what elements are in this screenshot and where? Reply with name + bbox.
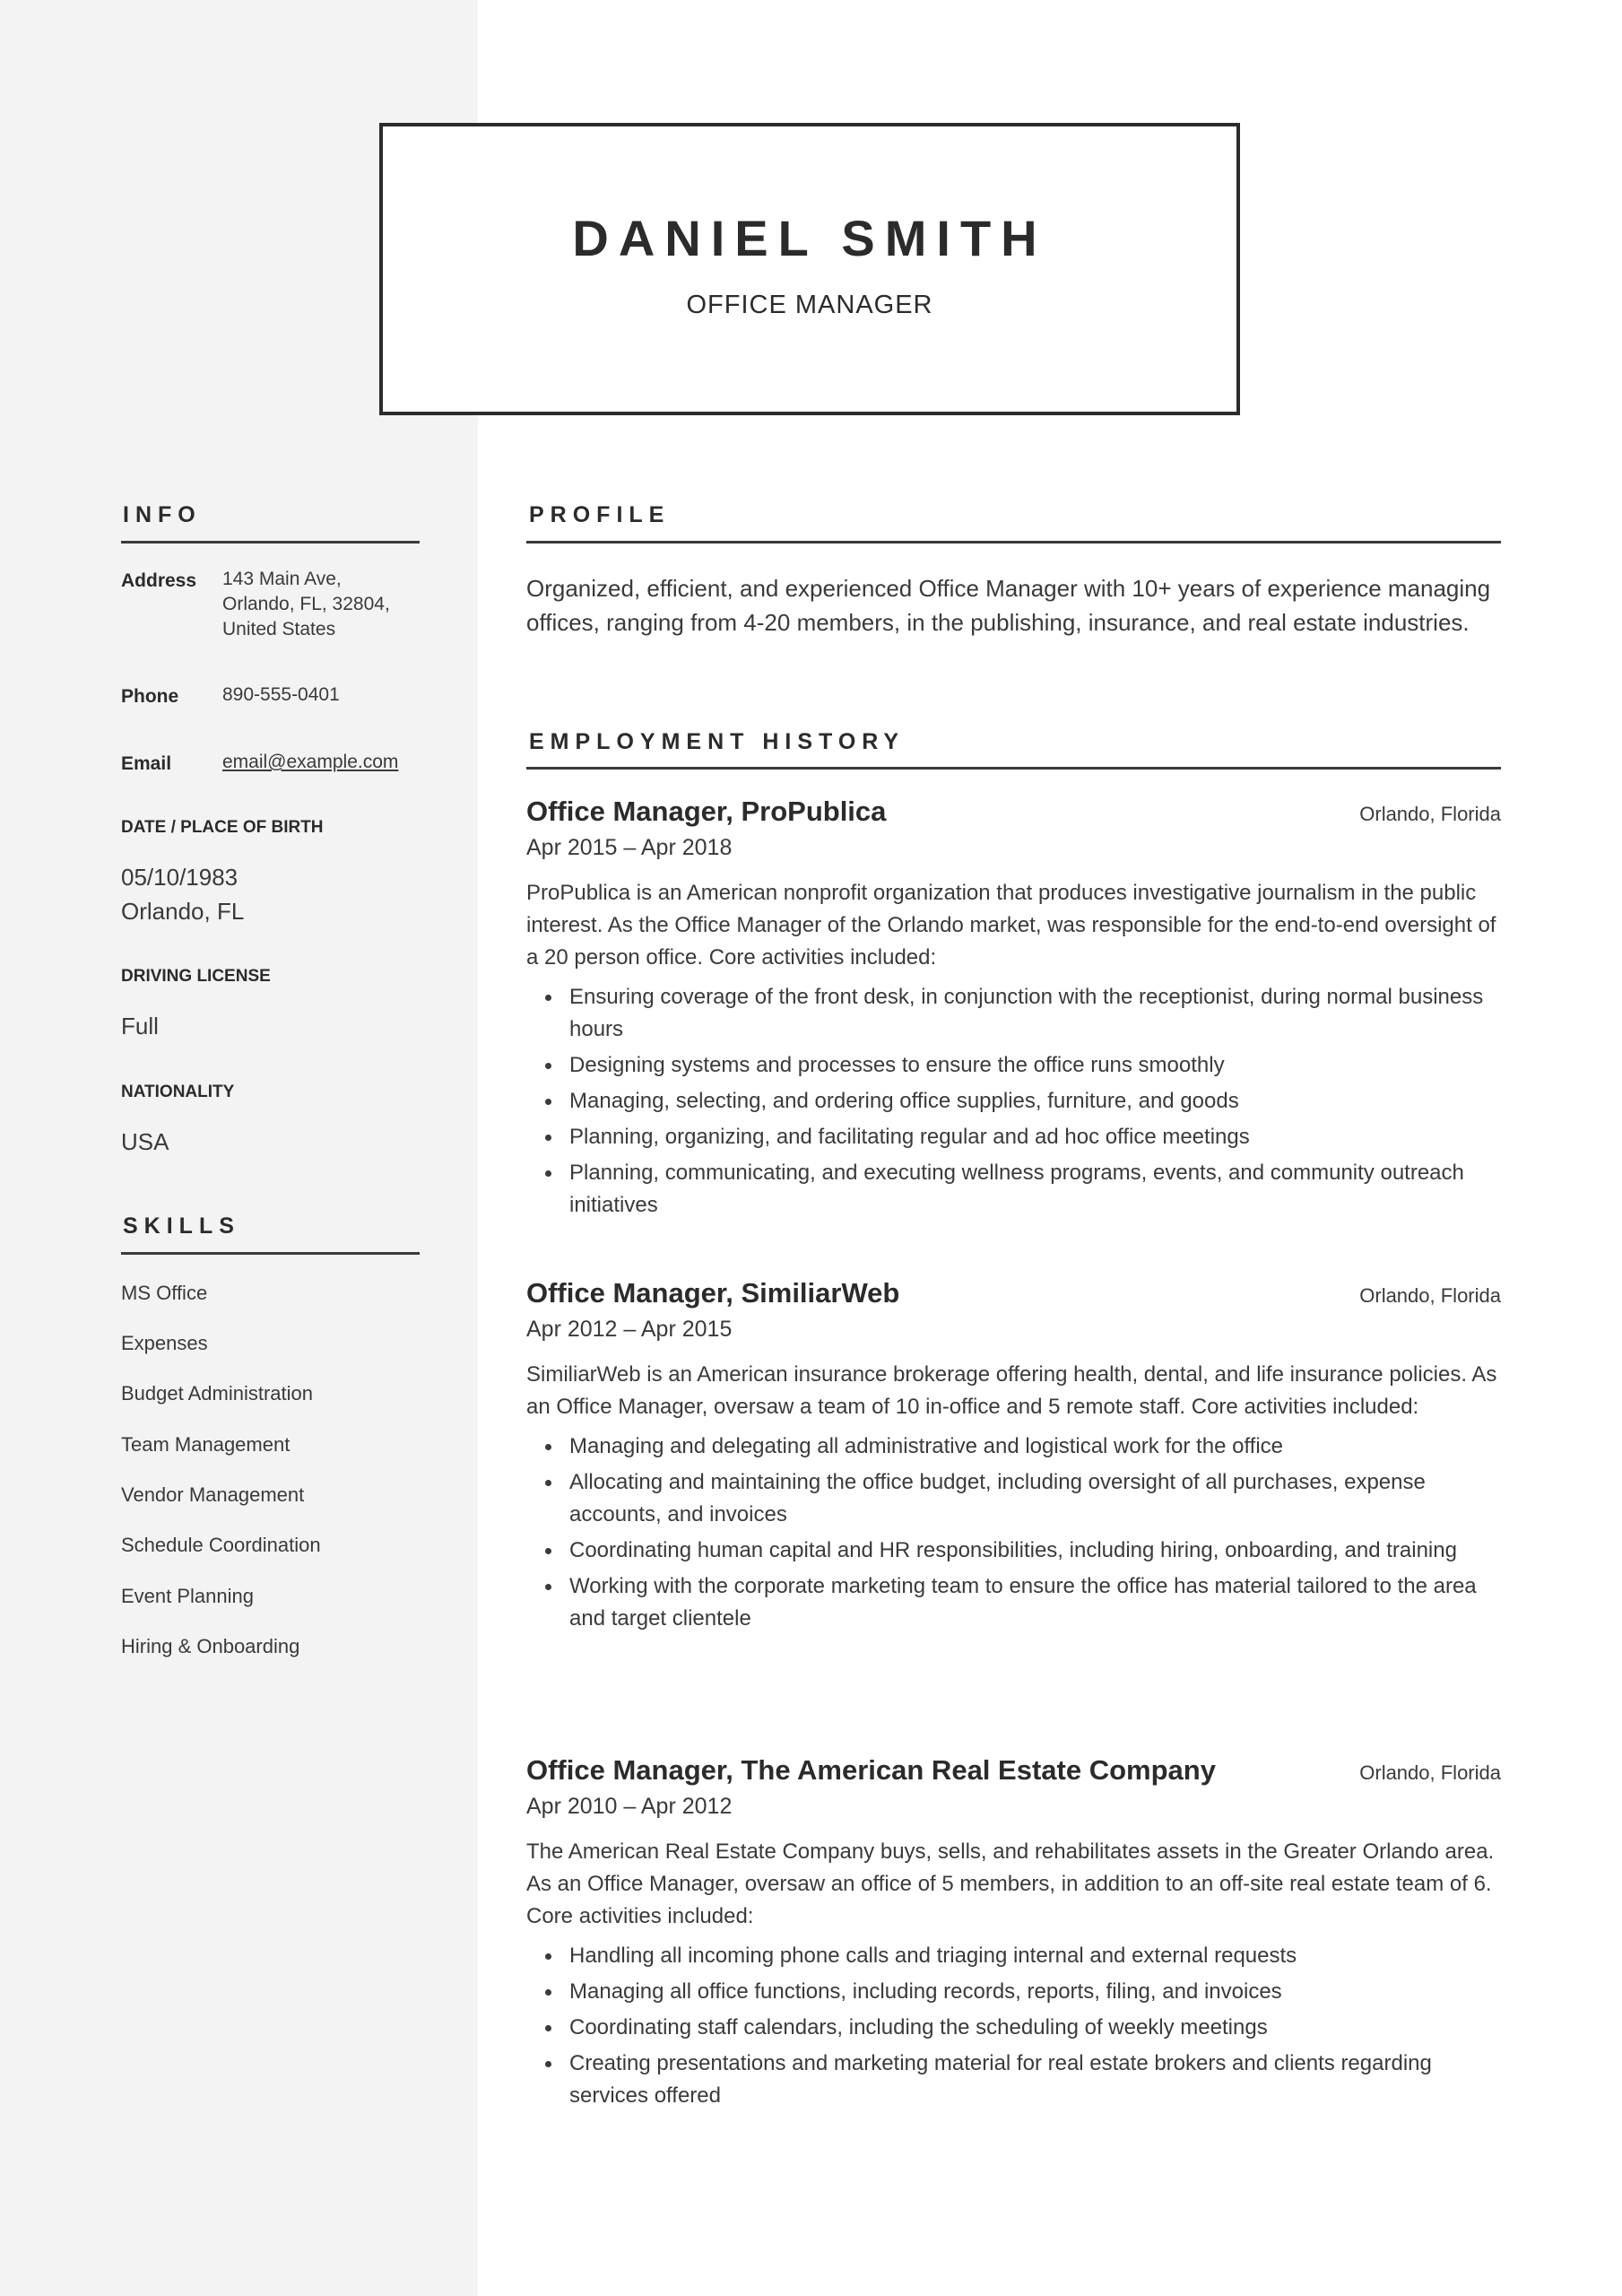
birth-date: 05/10/1983 — [121, 864, 239, 891]
address-label: Address — [121, 570, 197, 591]
license-label: DRIVING LICENSE — [121, 967, 271, 986]
job-location: Orlando, Florida — [1359, 803, 1501, 825]
job-entry — [526, 1277, 1501, 1639]
job-activities — [526, 1431, 1501, 1635]
name-header-box — [379, 123, 1240, 415]
candidate-name: DANIEL SMITH — [572, 210, 1047, 266]
job-description: SimiliarWeb is an American insurance brokerage offering health, dental, and life insurance policies. As an Office Manager, oversaw a team of 10 in-office and 5 remote staff. Core activities included: — [526, 1362, 1497, 1419]
nationality-value: USA — [121, 1128, 169, 1155]
skill-item: MS Office — [121, 1282, 208, 1304]
skill-item: Budget Administration — [121, 1382, 314, 1405]
info-heading: INFO — [123, 502, 202, 527]
address-line: Orlando, FL, 32804, — [222, 594, 390, 614]
job-title: Office Manager, SimiliarWeb — [526, 1277, 900, 1309]
job-activities — [526, 1940, 1501, 2112]
job-location: Orlando, Florida — [1359, 1761, 1501, 1784]
profile-summary: Organized, efficient, and experienced Office Manager with 10+ years of experience managing offices, ranging from 4-20 members, in the publishing, insurance, and real estate industries. — [526, 575, 1491, 636]
activity-item: Allocating and maintaining the office budget, including oversight of all purchases, expense accounts, and invoices — [569, 1466, 1501, 1531]
job-description: ProPublica is an American nonprofit organization that produces investigative journalism in the public interest. As the Office Manager of the Orlando market, was responsible for the end-to-end oversight of a 20 person office. Core activities included: — [526, 881, 1496, 970]
activity-item: Ensuring coverage of the front desk, in conjunction with the receptionist, during normal business hours — [569, 981, 1501, 1046]
nationality-label: NATIONALITY — [121, 1083, 235, 1101]
skills-divider — [121, 1252, 420, 1255]
birth-value — [121, 860, 244, 928]
job-header — [526, 1754, 1501, 1790]
candidate-title: OFFICE MANAGER — [686, 291, 933, 319]
birth-place: Orlando, FL — [121, 898, 245, 925]
activity-item: Planning, organizing, and facilitating regular and ad hoc office meetings — [569, 1121, 1501, 1153]
employment-heading: EMPLOYMENT HISTORY — [529, 729, 906, 754]
job-title: Office Manager, The American Real Estate Company — [526, 1754, 1216, 1786]
address-line: United States — [222, 619, 336, 639]
skill-item: Expenses — [121, 1332, 208, 1354]
activity-item: Coordinating staff calendars, including the scheduling of weekly meetings — [569, 2012, 1501, 2044]
job-dates: Apr 2010 – Apr 2012 — [526, 1794, 733, 1819]
address-value — [222, 567, 390, 642]
phone-value: 890-555-0401 — [222, 684, 340, 705]
profile-divider — [526, 541, 1501, 544]
job-dates: Apr 2015 – Apr 2018 — [526, 835, 733, 860]
job-dates: Apr 2012 – Apr 2015 — [526, 1317, 733, 1342]
skill-item: Event Planning — [121, 1585, 254, 1607]
activity-item: Designing systems and processes to ensure the office runs smoothly — [569, 1049, 1501, 1082]
license-value: Full — [121, 1013, 159, 1039]
activity-item: Handling all incoming phone calls and triaging internal and external requests — [569, 1940, 1501, 1972]
skill-item: Vendor Management — [121, 1483, 305, 1506]
job-description: The American Real Estate Company buys, sells, and rehabilitates assets in the Greater Orlando area. As an Office Manager, oversaw an office of 5 members, in addition to an off-site real estate team of 6. Core activities included: — [526, 1839, 1495, 1928]
employment-divider — [526, 767, 1501, 770]
phone-label: Phone — [121, 686, 179, 707]
email-link[interactable]: email@example.com — [222, 752, 399, 772]
activity-item: Managing, selecting, and ordering office supplies, furniture, and goods — [569, 1085, 1501, 1118]
activity-item: Managing and delegating all administrative and logistical work for the office — [569, 1431, 1501, 1463]
job-location: Orlando, Florida — [1359, 1284, 1501, 1307]
job-title: Office Manager, ProPublica — [526, 796, 887, 827]
job-header — [526, 796, 1501, 831]
skill-item: Team Management — [121, 1433, 291, 1456]
birth-label: DATE / PLACE OF BIRTH — [121, 818, 324, 837]
skills-heading: SKILLS — [123, 1213, 240, 1239]
activity-item: Creating presentations and marketing material for real estate brokers and clients regarding services offered — [569, 2048, 1501, 2112]
profile-heading: PROFILE — [529, 502, 671, 527]
email-value — [222, 750, 398, 775]
activity-item: Working with the corporate marketing team to ensure the office has material tailored to the area and target clientele — [569, 1570, 1501, 1635]
job-entry — [526, 796, 1501, 1225]
email-label: Email — [121, 753, 172, 774]
skill-item: Schedule Coordination — [121, 1534, 321, 1556]
skill-item: Hiring & Onboarding — [121, 1635, 300, 1657]
info-divider — [121, 541, 420, 544]
job-header — [526, 1277, 1501, 1313]
address-line: 143 Main Ave, — [222, 569, 342, 589]
activity-item: Planning, communicating, and executing wellness programs, events, and community outreach initiatives — [569, 1157, 1501, 1222]
job-entry — [526, 1754, 1501, 2116]
job-activities — [526, 981, 1501, 1222]
activity-item: Managing all office functions, including records, reports, filing, and invoices — [569, 1976, 1501, 2008]
activity-item: Coordinating human capital and HR responsibilities, including hiring, onboarding, and training — [569, 1535, 1501, 1567]
